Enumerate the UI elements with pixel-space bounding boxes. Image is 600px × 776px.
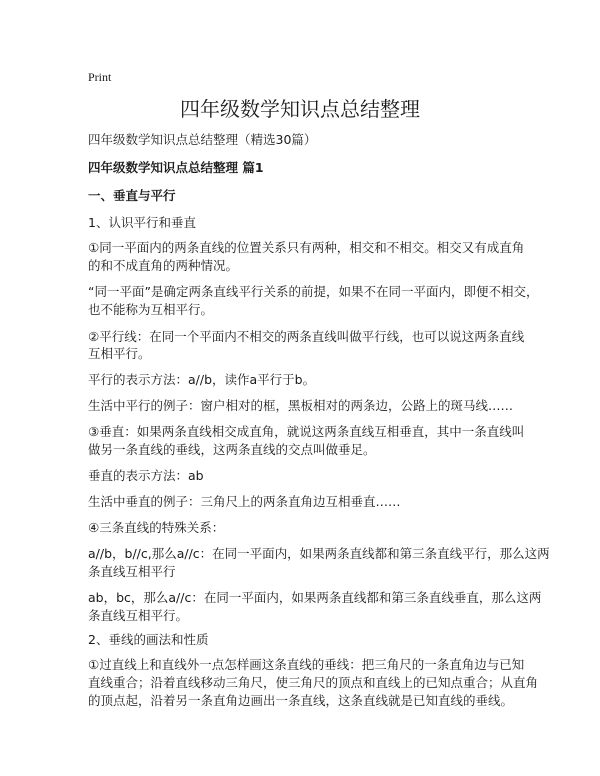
paragraph-line: 互相平行。: [88, 346, 151, 361]
paragraph-line: ①同一平面内的两条直线的位置关系只有两种，相交和不相交。相交又有成直角: [88, 240, 525, 255]
paragraph-line: a//b，b//c,那么a//c：在同一平面内，如果两条直线都和第三条直线平行，那么这两: [88, 546, 550, 561]
paragraph-line: 直线重合；沿着直线移动三角尺，使三角尺的顶点和直线上的已知点重合；从直角: [88, 675, 539, 690]
paragraph-line: ab，bc，那么a//c：在同一平面内，如果两条直线都和第三条直线垂直，那么这两: [88, 590, 542, 605]
paragraph: 垂直的表示方法：ab: [88, 468, 204, 483]
paragraph: 平行的表示方法：a//b，读作a平行于b。: [88, 372, 316, 387]
subheading-2: 2、垂线的画法和性质: [88, 632, 209, 647]
subtitle: 四年级数学知识点总结整理（精选30篇）: [88, 132, 317, 147]
subheading-1: 1、认识平行和垂直: [88, 215, 196, 230]
paragraph-line: 做另一条直线的垂线，这两条直线的交点叫做垂足。: [88, 442, 376, 457]
page-title: 四年级数学知识点总结整理: [180, 97, 420, 121]
paragraph-line: 的和不成直角的两种情况。: [88, 258, 239, 273]
paragraph: 生活中平行的例子：窗户相对的框，黑板相对的两条边，公路上的斑马线……: [88, 398, 514, 413]
paragraph-line: 条直线互相平行: [88, 564, 176, 579]
paragraph-line: ②平行线：在同一个平面内不相交的两条直线叫做平行线，也可以说这两条直线: [88, 329, 525, 344]
section-heading: 四年级数学知识点总结整理 篇1: [88, 160, 264, 175]
paragraph: ④三条直线的特殊关系：: [88, 520, 225, 535]
paragraph: 生活中垂直的例子：三角尺上的两条直角边互相垂直……: [88, 494, 401, 509]
paragraph-line: 的顶点起，沿着另一条直角边画出一条直线，这条直线就是已知直线的垂线。: [88, 693, 514, 708]
paragraph-line: 也不能称为互相平行。: [88, 302, 214, 317]
paragraph-line: ③垂直：如果两条直线相交成直角，就说这两条直线互相垂直，其中一条直线叫: [88, 424, 525, 439]
paragraph-line: 条直线互相平行。: [88, 608, 189, 623]
paragraph-line: ①过直线上和直线外一点怎样画这条直线的垂线：把三角尺的一条直角边与已知: [88, 657, 525, 672]
heading-perpendicular-parallel: 一、垂直与平行: [88, 188, 176, 203]
print-label: Print: [88, 70, 112, 84]
paragraph-line: “同一平面”是确定两条直线平行关系的前提，如果不在同一平面内，即便不相交，: [88, 284, 539, 299]
